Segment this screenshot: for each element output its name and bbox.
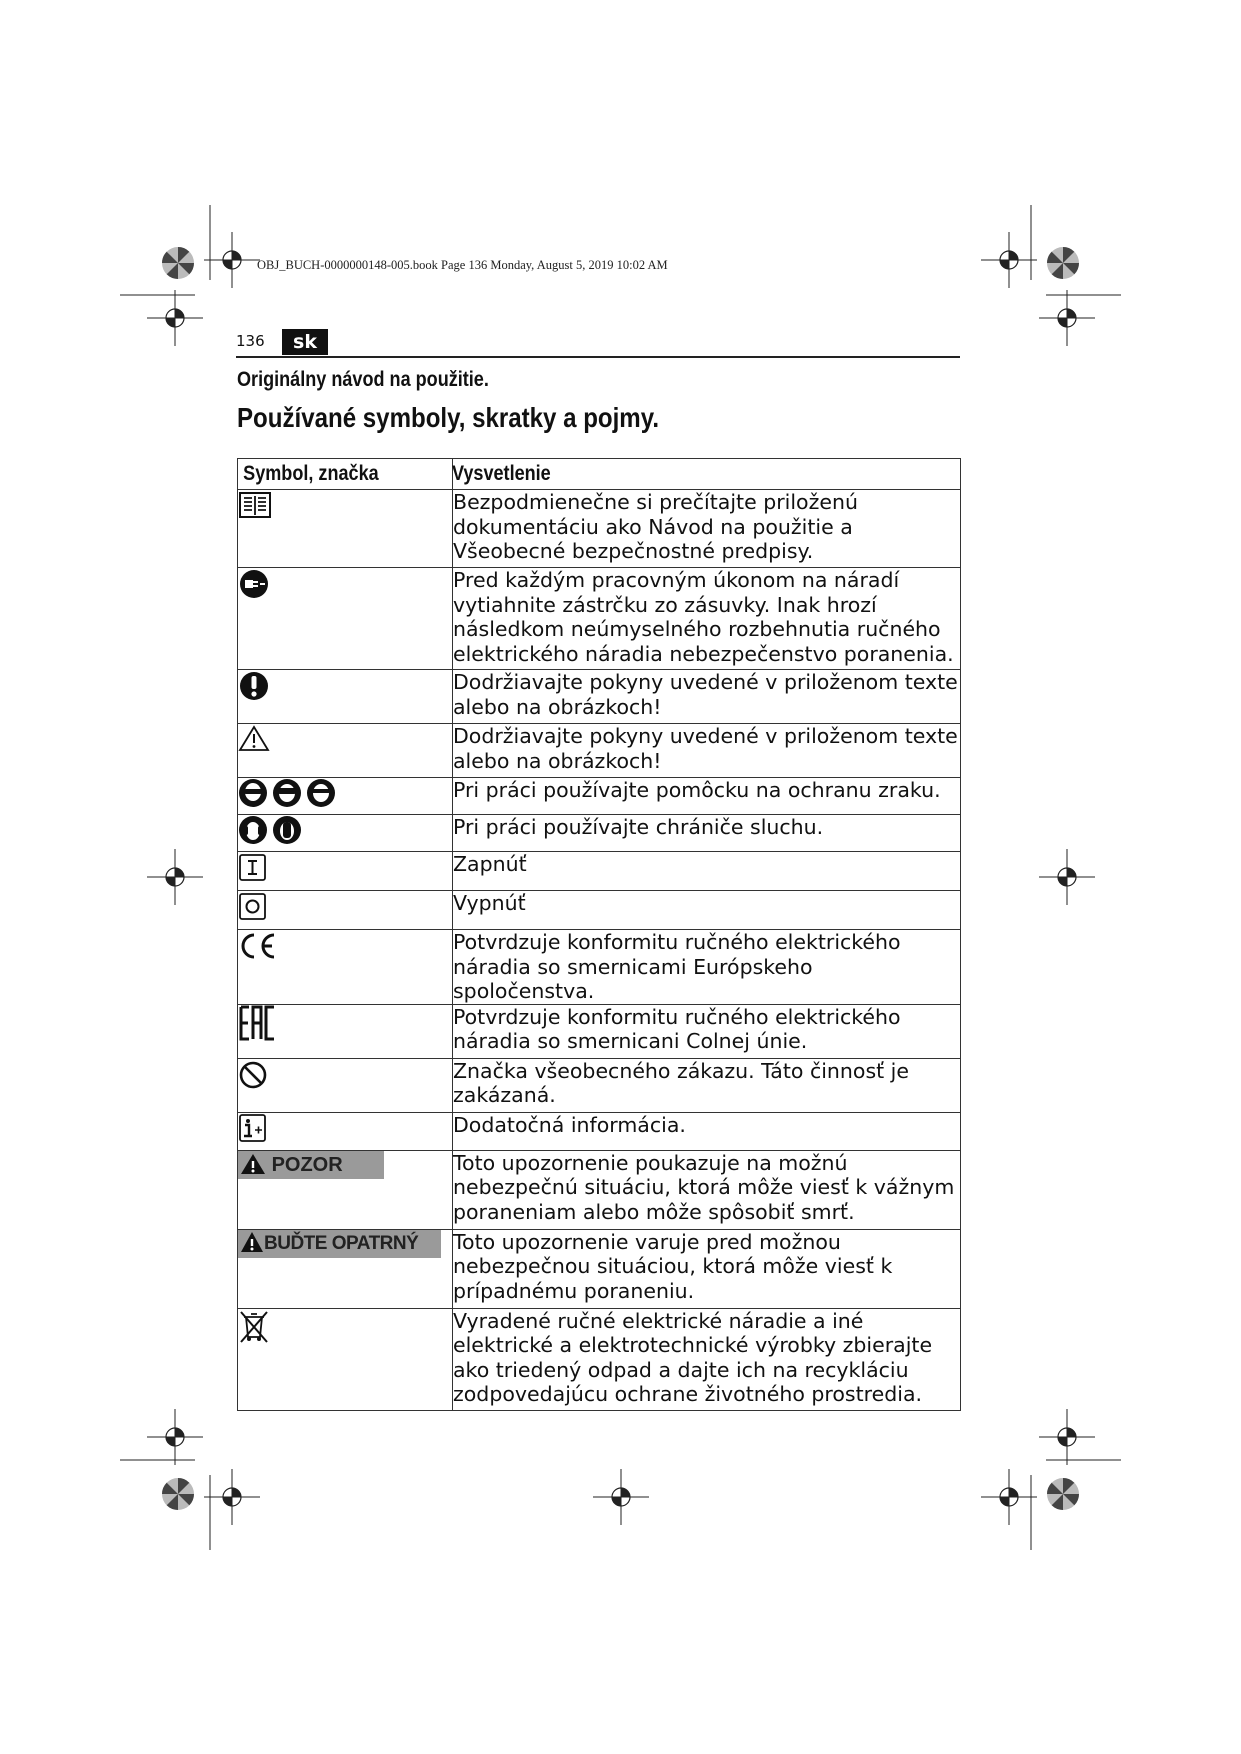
subtitle: Originálny návod na použitie. (237, 368, 489, 391)
crosshair-mark (147, 1409, 203, 1465)
crosshair-mark (147, 290, 203, 346)
table-row (238, 930, 961, 1005)
table-row (238, 568, 961, 670)
row-text: Pri práci používajte pomôcku na ochranu zraku. (453, 778, 961, 815)
table-row (238, 815, 961, 852)
table-row (238, 1229, 961, 1308)
table-row (238, 490, 961, 568)
row-text: Vypnúť (453, 891, 961, 930)
hearing-protection-icons (238, 815, 304, 845)
caution-badge-icon: BUĎTE OPATRNÝ (238, 1230, 441, 1258)
row-text: Zapnúť (453, 852, 961, 891)
star-mark-top-right (1047, 247, 1079, 279)
column-header-symbol: Symbol, značka (238, 459, 453, 490)
crosshair-mark (981, 1469, 1037, 1525)
prohibition-icon (238, 1059, 270, 1091)
table-row (238, 778, 961, 815)
row-text: Dodržiavajte pokyny uvedené v priloženom texte alebo na obrázkoch! (453, 670, 961, 724)
row-text: Toto upozornenie poukazuje na možnú nebezpečnú situáciu, ktorá môže viesť k vážnym poraneniam alebo môže spôsobiť smrť. (453, 1150, 961, 1229)
info-icon (238, 1113, 268, 1143)
page-title: Používané symboly, skratky a pojmy. (237, 402, 660, 433)
row-text: Toto upozornenie varuje pred možnou nebezpečnou situáciou, ktorá môže viesť k prípadnému poraneniu. (453, 1229, 961, 1308)
unplug-icon (238, 568, 270, 600)
warning-badge-icon: POZOR (238, 1151, 384, 1179)
warning-triangle-icon (240, 1153, 266, 1175)
crosshair-mark (593, 1469, 649, 1525)
crosshair-mark (1039, 849, 1095, 905)
eye-protection-icons (238, 778, 338, 808)
star-mark-bottom-left (162, 1478, 194, 1510)
table-row (238, 1150, 961, 1229)
language-tag: sk (282, 329, 328, 355)
ce-mark-icon (238, 930, 278, 962)
table-header-row (238, 459, 961, 490)
star-mark-bottom-right (1047, 1478, 1079, 1510)
row-text: Dodržiavajte pokyny uvedené v priloženom texte alebo na obrázkoch! (453, 724, 961, 778)
star-mark-top-left (162, 247, 194, 279)
row-text: Potvrdzuje konformitu ručného elektrického náradia so smernicani Colnej únie. (453, 1004, 961, 1058)
crosshair-mark (204, 1469, 260, 1525)
row-text: Potvrdzuje konformitu ručného elektrického náradia so smernicami Európskeho spoločenstva. (453, 930, 961, 1005)
warning-triangle-icon (240, 1231, 264, 1253)
eac-mark-icon (238, 1005, 278, 1041)
table-row (238, 670, 961, 724)
crosshair-mark (981, 232, 1037, 288)
table-row (238, 891, 961, 930)
row-text: Pred každým pracovným úkonom na náradí vytiahnite zástrčku zo zásuvky. Inak hrozí následkom neúmyselného rozbehnutia ručného elektrického náradia nebezpečenstvo poranenia. (453, 568, 961, 670)
book-slug-line: OBJ_BUCH-0000000148-005.book Page 136 Monday, August 5, 2019 10:02 AM (257, 258, 668, 272)
table-row (238, 724, 961, 778)
switch-off-icon (238, 891, 268, 921)
crosshair-mark (1039, 290, 1095, 346)
exclamation-icon (238, 670, 270, 702)
table-row (238, 1058, 961, 1112)
weee-bin-icon (238, 1309, 270, 1343)
crosshair-mark (204, 232, 260, 288)
table-row (238, 1112, 961, 1150)
symbols-table (237, 458, 961, 1411)
header-rule (236, 356, 960, 358)
warning-triangle-icon (238, 724, 270, 752)
read-manual-icon (238, 490, 272, 520)
table-row (238, 852, 961, 891)
row-text: Značka všeobecného zákazu. Táto činnosť je zakázaná. (453, 1058, 961, 1112)
switch-on-icon (238, 852, 268, 882)
row-text: Vyradené ručné elektrické náradie a iné elektrické a elektrotechnické výrobky zbierajte ako triedený odpad a dajte ich na recykláciu zodpovedajúcu ochrane životného prostredia. (453, 1308, 961, 1410)
table-row (238, 1308, 961, 1410)
row-text: Bezpodmienečne si prečítajte priloženú dokumentáciu ako Návod na použitie a Všeobecné bezpečnostné predpisy. (453, 490, 961, 568)
column-header-explanation: Vysvetlenie (453, 459, 961, 490)
row-text: Pri práci používajte chrániče sluchu. (453, 815, 961, 852)
row-text: Dodatočná informácia. (453, 1112, 961, 1150)
page-number: 136 (236, 332, 265, 350)
crosshair-mark (147, 849, 203, 905)
table-row (238, 1004, 961, 1058)
crosshair-mark (1039, 1409, 1095, 1465)
